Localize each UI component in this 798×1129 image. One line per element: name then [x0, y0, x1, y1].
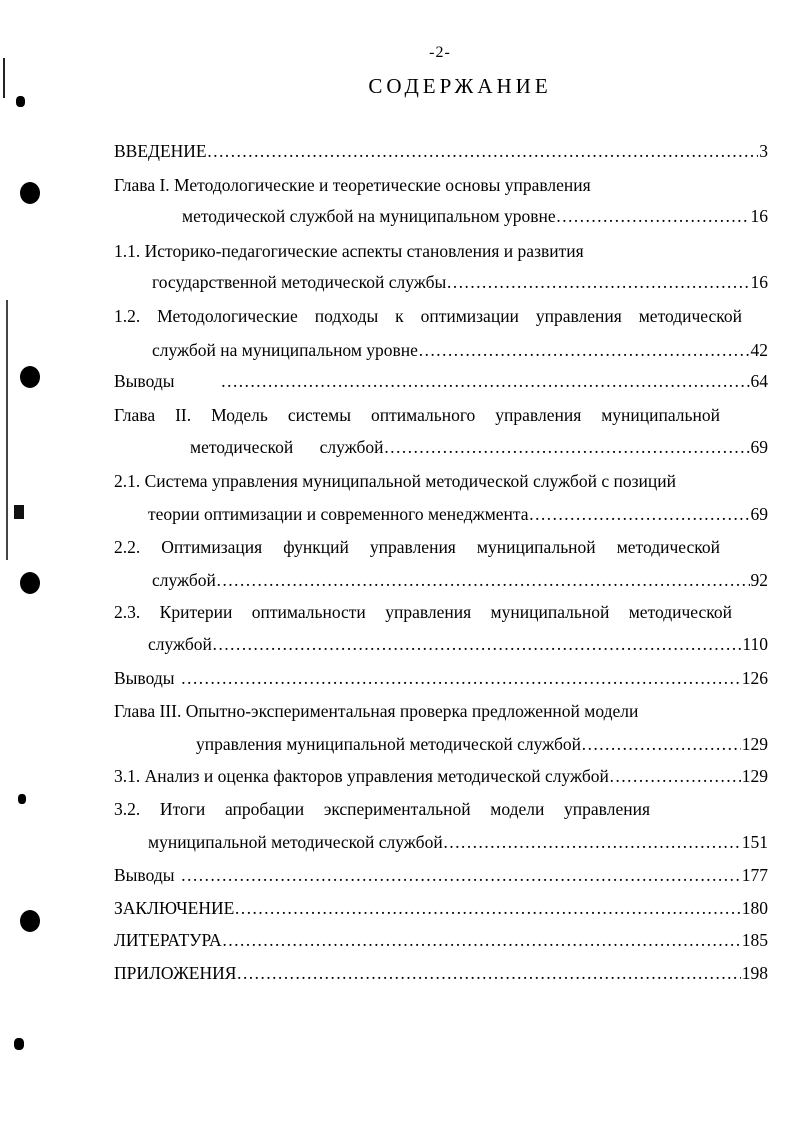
- toc-entry-section-1-1-line1: 1.1. Историко-педагогические аспекты становления и развития: [114, 241, 584, 261]
- toc-entry-title: службой на муниципальном уровне: [152, 340, 418, 360]
- toc-entry-page: 42: [750, 340, 768, 360]
- toc-entry-title: теории оптимизации и современного менеджмента: [148, 504, 529, 524]
- toc-entry-page: 69: [750, 437, 768, 457]
- toc-entry-title: Выводы: [114, 668, 175, 688]
- toc-entry-title: ПРИЛОЖЕНИЯ: [114, 963, 237, 983]
- toc-entry-section-3-2-line2: [148, 831, 768, 853]
- toc-entry-chapter-3-line1: Глава III. Опытно-экспериментальная проверка предложенной модели: [114, 701, 639, 721]
- toc-entry-title: методической службой на муниципальном уровне: [182, 206, 556, 226]
- toc-entry-page: 69: [750, 504, 768, 524]
- toc-entry-conclusions-3: [114, 864, 768, 886]
- toc-entry-section-3-1: [114, 765, 768, 787]
- toc-entry-page: 64: [750, 371, 768, 391]
- toc-entry-page: 16: [750, 206, 768, 226]
- toc-entry-chapter-3-line2: [196, 733, 768, 755]
- toc-entry-section-2-1-line2: [148, 503, 768, 525]
- toc-entry-section-2-3-line1: 2.3. Критерии оптимальности управления муниципальной методической: [114, 602, 732, 622]
- page-title: СОДЕРЖАНИЕ: [368, 74, 552, 98]
- toc-entry-conclusions-2: [114, 667, 768, 689]
- toc-entry-page: 129: [741, 766, 768, 786]
- toc-entry-page: 151: [741, 832, 768, 852]
- toc-entry-chapter-1-line2: [182, 205, 768, 227]
- toc-entry-page: 110: [742, 634, 768, 654]
- toc-entry-chapter-1-line1: Глава I. Методологические и теоретические основы управления: [114, 175, 591, 195]
- toc-entry-title: 3.1. Анализ и оценка факторов управления методической службой: [114, 766, 609, 786]
- toc-entry-page: 180: [741, 898, 768, 918]
- toc-entry-section-2-1-line1: 2.1. Система управления муниципальной методической службой с позиций: [114, 471, 676, 491]
- toc-entry-title: ЛИТЕРАТУРА: [114, 930, 222, 950]
- toc-entry-title: ВВЕДЕНИЕ: [114, 141, 207, 161]
- toc-entry-conclusion: [114, 897, 768, 919]
- toc-entry-page: 16: [750, 272, 768, 292]
- toc-entry-section-2-2-line2: [152, 569, 768, 591]
- toc-entry-chapter-2-line1: Глава II. Модель системы оптимального управления муниципальной: [114, 405, 720, 425]
- toc-entry-title: службой: [148, 634, 212, 654]
- toc-entry-page: 177: [741, 865, 768, 885]
- toc-entry-section-1-1-line2: [152, 271, 768, 293]
- toc-entry-appendix: [114, 962, 768, 984]
- toc-entry-title: государственной методической службы: [152, 272, 447, 292]
- toc-entry-page: 92: [750, 570, 768, 590]
- toc-entry-section-3-2-line1: 3.2. Итоги апробации экспериментальной модели управления: [114, 799, 650, 819]
- toc-entry-title: службой: [152, 570, 216, 590]
- toc-entry-title: муниципальной методической службой: [148, 832, 443, 852]
- toc-entry-title: Выводы: [114, 865, 175, 885]
- toc-entry-intro: [114, 140, 768, 162]
- toc-entry-section-2-3-line2: [148, 633, 768, 655]
- toc-entry-title: методической службой: [190, 437, 384, 457]
- toc-entry-title: управления муниципальной методической службой: [196, 734, 582, 754]
- toc-entry-conclusions-1: [114, 370, 768, 392]
- toc-entry-title: ЗАКЛЮЧЕНИЕ: [114, 898, 235, 918]
- toc-entry-section-1-2-line2: [152, 339, 768, 361]
- toc-entry-page: 129: [741, 734, 768, 754]
- toc-entry-section-2-2-line1: 2.2. Оптимизация функций управления муниципальной методической: [114, 537, 720, 557]
- toc-entry-chapter-2-line2: [190, 436, 768, 458]
- toc-entry-title: Выводы: [114, 371, 175, 391]
- toc-entry-page: 3: [759, 141, 768, 161]
- toc-entry-page: 185: [741, 930, 768, 950]
- toc-entry-section-1-2-line1: 1.2. Методологические подходы к оптимизации управления методической: [114, 306, 742, 326]
- toc-entry-page: 198: [741, 963, 768, 983]
- page-number: -2-: [429, 44, 451, 61]
- toc-entry-page: 126: [741, 668, 768, 688]
- toc-entry-literature: [114, 929, 768, 951]
